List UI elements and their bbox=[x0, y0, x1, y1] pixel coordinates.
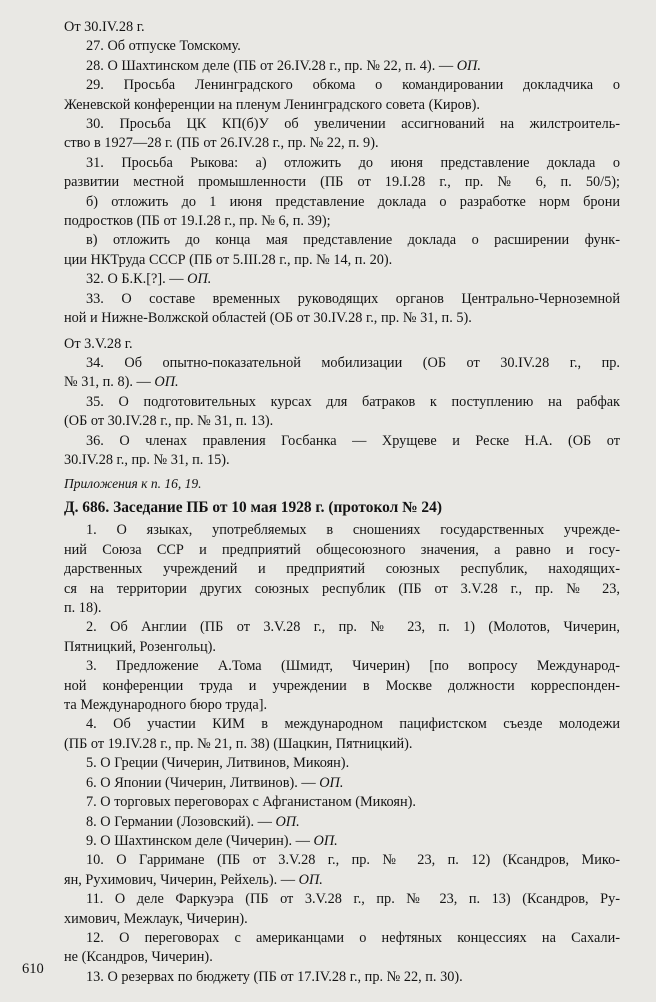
text-line: 31. Просьба Рыкова: а) отложить до июня представление доклада о bbox=[86, 154, 620, 171]
text-line: б) отложить до 1 июня представление доклада о разработке норм брони bbox=[86, 193, 620, 210]
text-line: 36. О членах правления Госбанка — Хрущеве и Реске Н.А. (ОБ от bbox=[86, 432, 620, 449]
text-line: 29. Просьба Ленинградского обкома о командировании докладчика о bbox=[86, 77, 620, 94]
text-line: не (Ксандров, Чичерин). bbox=[64, 949, 213, 966]
text-line: 2. Об Англии (ПБ от 3.V.28 г., пр. № 23, п. 1) (Молотов, Чичерин, bbox=[86, 619, 620, 636]
text-line: 3. Предложение А.Тома (Шмидт, Чичерин) [по вопросу Международ- bbox=[86, 658, 620, 675]
text-line: От 3.V.28 г. bbox=[64, 335, 133, 352]
text-line: 9. О Шахтинском деле (Чичерин). — ОП. bbox=[86, 832, 338, 849]
document-heading: Д. 686. Заседание ПБ от 10 мая 1928 г. (протокол № 24) bbox=[64, 499, 442, 516]
text-line: 6. О Японии (Чичерин, Литвинов). — ОП. bbox=[86, 774, 344, 791]
text-line: та Международного бюро труда]. bbox=[64, 697, 268, 714]
text-line: От 30.IV.28 г. bbox=[64, 19, 145, 35]
text-line: 8. О Германии (Лозовский). — ОП. bbox=[86, 813, 300, 830]
text-line: 4. Об участии КИМ в международном пацифистском съезде молодежи bbox=[86, 716, 620, 733]
text-line: 30. Просьба ЦК КП(б)У об увеличении ассигнований на жилстроитель- bbox=[86, 116, 620, 133]
text-line: химович, Межлаук, Чичерин). bbox=[64, 910, 248, 927]
text-line: подростков (ПБ от 19.I.28 г., пр. № 6, п. 39); bbox=[64, 213, 331, 230]
text-line: 33. О составе временных руководящих органов Центрально-Черноземной bbox=[86, 290, 620, 307]
text-line: Женевской конференции на пленум Ленинградского совета (Киров). bbox=[64, 96, 480, 113]
text-line: 30.IV.28 г., пр. № 31, п. 15). bbox=[64, 451, 230, 468]
text-line: ся на территории других союзных республик (ПБ от 3.V.28 г., пр. № 23, bbox=[64, 580, 620, 597]
text-line: № 31, п. 8). — ОП. bbox=[64, 374, 179, 391]
text-line: 13. О резервах по бюджету (ПБ от 17.IV.28 г., пр. № 22, п. 30). bbox=[86, 968, 463, 985]
text-line: 27. Об отпуске Томскому. bbox=[86, 38, 241, 55]
text-line: 28. О Шахтинском деле (ПБ от 26.IV.28 г., пр. № 22, п. 4). — ОП. bbox=[86, 57, 481, 74]
text-line: ство в 1927—28 г. (ПБ от 26.IV.28 г., пр. № 22, п. 9). bbox=[64, 135, 379, 152]
text-line: 12. О переговорах с американцами о нефтяных концессиях на Сахали- bbox=[86, 929, 620, 946]
text-line: 5. О Греции (Чичерин, Литвинов, Микоян). bbox=[86, 755, 350, 772]
text-line: 34. Об опытно-показательной мобилизации (ОБ от 30.IV.28 г., пр. bbox=[86, 354, 620, 371]
text-line: ной конференции труда и учреждении в Москве должности корреспонден- bbox=[64, 677, 620, 694]
text-line: дарственных учреждений и предприятий союзных республик, находящих- bbox=[64, 561, 620, 578]
text-line: 32. О Б.К.[?]. — ОП. bbox=[86, 271, 212, 288]
page-number: 610 bbox=[22, 961, 44, 977]
text-line: 10. О Гарримане (ПБ от 3.V.28 г., пр. № 23, п. 12) (Ксандров, Мико- bbox=[86, 852, 620, 869]
protocol-24-section bbox=[64, 498, 620, 987]
text-line: ной и Нижне-Волжской областей (ОБ от 30.IV.28 г., пр. № 31, п. 5). bbox=[64, 310, 472, 327]
text-line: 11. О деле Фаркуэра (ПБ от 3.V.28 г., пр. № 23, п. 13) (Ксандров, Ру- bbox=[86, 891, 620, 908]
text-line: 7. О торговых переговорах с Афганистаном (Микоян). bbox=[86, 794, 416, 811]
text-line: ян, Рухимович, Чичерин, Рейхель). — ОП. bbox=[64, 871, 323, 888]
text-line: п. 18). bbox=[64, 600, 102, 617]
text-line: (ПБ от 19.IV.28 г., пр. № 21, п. 38) (Шацкин, Пятницкий). bbox=[64, 735, 413, 752]
text-line: развитии местной промышленности (ПБ от 19.I.28 г., пр. № 6, п. 50/5); bbox=[64, 174, 620, 191]
text-line: Пятницкий, Розенгольц). bbox=[64, 638, 216, 655]
text-line: в) отложить до конца мая представление доклада о расширении функ- bbox=[86, 232, 620, 249]
protocol-items-continued bbox=[64, 18, 620, 494]
text-line: (ОБ от 30.IV.28 г., пр. № 31, п. 13). bbox=[64, 413, 274, 430]
text-line: 1. О языках, употребляемых в сношениях государственных учрежде- bbox=[86, 522, 620, 539]
protocol-lines-b bbox=[64, 521, 620, 987]
text-line: ции НКТруда СССР (ПБ от 5.III.28 г., пр. № 14, п. 20). bbox=[64, 251, 393, 268]
appendix-note: Приложения к п. 16, 19. bbox=[64, 476, 202, 492]
protocol-lines-a bbox=[64, 18, 620, 470]
text-line: 35. О подготовительных курсах для батраков к поступлению на рабфак bbox=[86, 393, 620, 410]
text-line: ний Союза ССР и предприятий общесоюзного значения, а равно и госу- bbox=[64, 541, 620, 558]
